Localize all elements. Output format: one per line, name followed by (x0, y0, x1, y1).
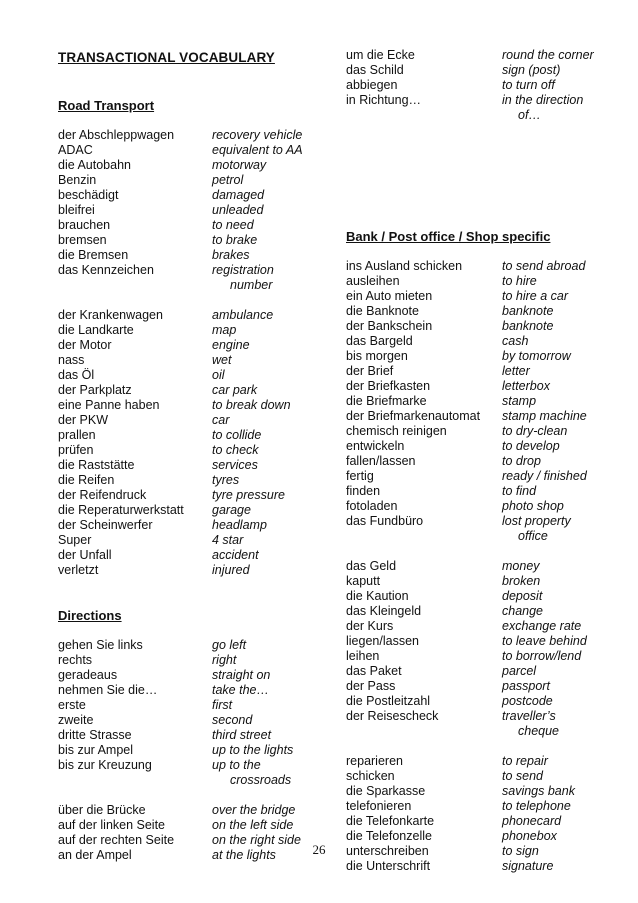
english-translation: right (212, 653, 237, 667)
german-term: über die Brücke (58, 803, 146, 817)
vocab-row (58, 218, 303, 233)
vocab-row (58, 503, 303, 518)
english-translation: recovery vehicle (212, 128, 303, 142)
vocab-row (58, 518, 303, 533)
vocab-row (58, 653, 301, 668)
english-translation: to develop (502, 439, 560, 453)
german-term: prüfen (58, 443, 94, 457)
english-translation: photo shop (502, 499, 564, 513)
vocab-row (58, 263, 303, 278)
german-term: die Autobahn (58, 158, 131, 172)
vocab-row (58, 413, 303, 428)
vocab-row (58, 548, 303, 563)
english-translation: stamp (502, 394, 537, 408)
german-term: der Pass (346, 679, 396, 693)
german-term: in Richtung… (346, 93, 422, 107)
german-term: eine Panne haben (58, 398, 160, 412)
german-term: der Scheinwerfer (58, 518, 153, 532)
german-term: das Paket (346, 664, 402, 678)
german-term: der Brief (346, 364, 394, 378)
english-translation: ambulance (212, 308, 274, 322)
vocab-row (58, 353, 303, 368)
english-translation: cash (502, 334, 529, 348)
german-term: bis zur Kreuzung (58, 758, 152, 772)
english-translation: round the corner (502, 48, 594, 62)
english-translation: unleaded (212, 203, 264, 217)
english-translation: broken (502, 574, 541, 588)
vocab-row (58, 308, 303, 323)
vocab-row (346, 394, 587, 409)
english-translation: petrol (212, 173, 244, 187)
directions-list (58, 638, 301, 863)
german-term: telefonieren (346, 799, 412, 813)
english-translation: money (502, 559, 540, 573)
vocab-row (346, 799, 587, 814)
english-translation: injured (212, 563, 250, 577)
german-term: der Reifendruck (58, 488, 147, 502)
german-term: kaputt (346, 574, 381, 588)
english-translation: over the bridge (212, 803, 296, 817)
vocab-row (346, 334, 587, 349)
german-term: chemisch reinigen (346, 424, 447, 438)
english-translation: to brake (212, 233, 258, 247)
german-term: die Raststätte (58, 458, 135, 472)
vocab-row (58, 563, 303, 578)
bank-post-shop-heading: Bank / Post office / Shop specific (346, 229, 551, 244)
german-term: der Parkplatz (58, 383, 132, 397)
german-term: der PKW (58, 413, 109, 427)
directions-section (58, 608, 301, 863)
vocab-row (58, 323, 303, 338)
english-translation: change (502, 604, 544, 618)
vocab-row (58, 158, 303, 173)
english-translation: take the… (212, 683, 269, 697)
english-translation-continued: cheque (518, 724, 560, 738)
vocab-row (346, 754, 587, 769)
german-term: auf der rechten Seite (58, 833, 175, 847)
german-term: an der Ampel (58, 848, 132, 862)
german-term: der Unfall (58, 548, 112, 562)
vocab-row (346, 409, 587, 424)
german-term: Super (58, 533, 92, 547)
english-translation: ready / finished (502, 469, 587, 483)
german-term: liegen/lassen (346, 634, 419, 648)
english-translation: at the lights (212, 848, 276, 862)
vocab-row (346, 604, 587, 619)
english-translation: to collide (212, 428, 262, 442)
vocab-row (346, 289, 587, 304)
vocab-row (346, 769, 587, 784)
english-translation: banknote (502, 319, 554, 333)
english-translation: first (212, 698, 233, 712)
english-translation: to borrow/lend (502, 649, 582, 663)
german-term: die Reperaturwerkstatt (58, 503, 184, 517)
german-term: bis morgen (346, 349, 408, 363)
german-term: beschädigt (58, 188, 119, 202)
english-translation: postcode (502, 694, 553, 708)
english-translation: to drop (502, 454, 541, 468)
vocab-row (58, 668, 301, 683)
german-term: unterschreiben (346, 844, 429, 858)
german-term: auf der linken Seite (58, 818, 166, 832)
english-translation: to need (212, 218, 254, 232)
german-term: die Telefonzelle (346, 829, 432, 843)
vocab-row (346, 274, 587, 289)
page-title: TRANSACTIONAL VOCABULARY (58, 50, 275, 65)
vocab-row (58, 473, 303, 488)
vocab-row (346, 93, 594, 108)
german-term: fertig (346, 469, 374, 483)
vocab-row (346, 814, 587, 829)
vocab-row (346, 859, 587, 874)
german-term: die Banknote (346, 304, 419, 318)
english-translation: to dry-clean (502, 424, 568, 438)
english-translation: sign (post) (502, 63, 561, 77)
english-translation: phonebox (502, 829, 557, 843)
english-translation-continued: crossroads (230, 773, 292, 787)
road-transport-heading: Road Transport (58, 98, 155, 113)
english-translation: passport (502, 679, 550, 693)
german-term: der Reisescheck (346, 709, 439, 723)
vocab-row (346, 559, 587, 574)
english-translation: exchange rate (502, 619, 582, 633)
english-translation: to break down (212, 398, 291, 412)
german-term: ins Ausland schicken (346, 259, 463, 273)
german-term: fotoladen (346, 499, 398, 513)
english-translation: brakes (212, 248, 250, 262)
vocab-row (58, 638, 301, 653)
vocab-row (346, 364, 587, 379)
directions-heading: Directions (58, 608, 122, 623)
vocab-row (346, 424, 587, 439)
vocab-row (346, 619, 587, 634)
english-translation: straight on (212, 668, 271, 682)
vocab-row (58, 188, 303, 203)
vocab-row (58, 758, 301, 773)
vocab-row (346, 664, 587, 679)
english-translation: 4 star (212, 533, 244, 547)
english-translation: go left (212, 638, 247, 652)
english-translation: equivalent to AA (212, 143, 303, 157)
german-term: schicken (346, 769, 395, 783)
english-translation: map (212, 323, 237, 337)
english-translation: to hire a car (502, 289, 569, 303)
english-translation: savings bank (502, 784, 575, 798)
vocab-row (346, 63, 594, 78)
vocab-row (58, 338, 303, 353)
german-term: Benzin (58, 173, 97, 187)
german-term: die Kaution (346, 589, 409, 603)
german-term: prallen (58, 428, 96, 442)
english-translation: to send abroad (502, 259, 586, 273)
german-term: ausleihen (346, 274, 400, 288)
german-term: erste (58, 698, 86, 712)
english-translation: tyres (212, 473, 240, 487)
german-term: das Kennzeichen (58, 263, 154, 277)
vocab-row (58, 803, 301, 818)
german-term: nass (58, 353, 85, 367)
german-term: verletzt (58, 563, 99, 577)
german-term: ein Auto mieten (346, 289, 433, 303)
german-term: das Öl (58, 368, 95, 382)
german-term: das Fundbüro (346, 514, 424, 528)
english-translation: headlamp (212, 518, 267, 532)
english-translation: stamp machine (502, 409, 587, 423)
german-term: die Landkarte (58, 323, 134, 337)
german-term: gehen Sie links (58, 638, 143, 652)
vocab-row (58, 173, 303, 188)
german-term: der Bankschein (346, 319, 433, 333)
german-term: zweite (58, 713, 94, 727)
vocab-row (346, 634, 587, 649)
german-term: leihen (346, 649, 380, 663)
german-term: die Sparkasse (346, 784, 426, 798)
german-term: der Briefkasten (346, 379, 431, 393)
english-translation: tyre pressure (212, 488, 285, 502)
vocab-row (346, 349, 587, 364)
english-translation: banknote (502, 304, 554, 318)
vocab-row (346, 499, 587, 514)
vocab-row (58, 203, 303, 218)
english-translation: to sign (502, 844, 539, 858)
english-translation: damaged (212, 188, 265, 202)
vocab-row (346, 48, 594, 63)
vocab-row (58, 683, 301, 698)
vocab-row (58, 818, 301, 833)
road-transport-section (58, 98, 303, 578)
vocab-row (346, 709, 587, 724)
english-translation: to check (212, 443, 259, 457)
english-translation: lost property (502, 514, 571, 528)
english-translation: to turn off (502, 78, 555, 92)
german-term: fallen/lassen (346, 454, 416, 468)
vocab-row (346, 574, 587, 589)
vocab-row (58, 398, 303, 413)
german-term: die Telefonkarte (346, 814, 435, 828)
german-term: das Geld (346, 559, 397, 573)
vocab-row (58, 128, 303, 143)
german-term: bremsen (58, 233, 107, 247)
english-translation: registration (212, 263, 274, 277)
german-term: abbiegen (346, 78, 398, 92)
english-translation: to telephone (502, 799, 571, 813)
german-term: brauchen (58, 218, 111, 232)
vocab-row (58, 383, 303, 398)
english-translation: wet (212, 353, 232, 367)
road-transport-list (58, 128, 303, 578)
vocab-row (346, 454, 587, 469)
german-term: ADAC (58, 143, 93, 157)
english-translation-continued: office (518, 529, 548, 543)
english-translation: up to the (212, 758, 261, 772)
german-term: die Postleitzahl (346, 694, 431, 708)
german-term: die Briefmarke (346, 394, 427, 408)
vocab-row (346, 649, 587, 664)
german-term: der Motor (58, 338, 112, 352)
german-term: der Briefmarkenautomat (346, 409, 481, 423)
english-translation: phonecard (502, 814, 562, 828)
directions-continued-section (346, 48, 594, 123)
german-term: finden (346, 484, 381, 498)
bank-post-shop-list (346, 259, 587, 874)
german-term: die Unterschrift (346, 859, 431, 873)
english-translation: third street (212, 728, 272, 742)
english-translation: up to the lights (212, 743, 294, 757)
vocab-row (58, 713, 301, 728)
vocab-row (58, 443, 303, 458)
german-term: rechts (58, 653, 93, 667)
vocab-row (58, 698, 301, 713)
english-translation: garage (212, 503, 251, 517)
german-term: die Bremsen (58, 248, 129, 262)
english-translation-continued: of… (518, 108, 541, 122)
vocab-row (58, 143, 303, 158)
vocab-row (346, 679, 587, 694)
german-term: um die Ecke (346, 48, 415, 62)
vocab-row (346, 784, 587, 799)
german-term: dritte Strasse (58, 728, 132, 742)
page-number: 26 (312, 842, 326, 857)
english-translation: to find (502, 484, 537, 498)
english-translation: to leave behind (502, 634, 587, 648)
german-term: der Abschleppwagen (58, 128, 175, 142)
vocab-row (346, 78, 594, 93)
english-translation: letter (502, 364, 530, 378)
english-translation: to hire (502, 274, 537, 288)
german-term: der Krankenwagen (58, 308, 163, 322)
german-term: nehmen Sie die… (58, 683, 158, 697)
vocab-row (58, 488, 303, 503)
english-translation: letterbox (502, 379, 550, 393)
english-translation: accident (212, 548, 259, 562)
german-term: bleifrei (58, 203, 95, 217)
vocab-row (58, 428, 303, 443)
german-term: geradeaus (58, 668, 118, 682)
english-translation: motorway (212, 158, 267, 172)
english-translation: in the direction (502, 93, 584, 107)
english-translation: on the right side (212, 833, 301, 847)
vocab-row (346, 484, 587, 499)
german-term: das Bargeld (346, 334, 413, 348)
german-term: entwickeln (346, 439, 405, 453)
english-translation: engine (212, 338, 250, 352)
english-translation-continued: number (230, 278, 273, 292)
english-translation: on the left side (212, 818, 294, 832)
vocab-row (58, 233, 303, 248)
english-translation: parcel (502, 664, 537, 678)
english-translation: second (212, 713, 253, 727)
english-translation: car (212, 413, 230, 427)
vocab-row (58, 368, 303, 383)
vocab-row (346, 379, 587, 394)
german-term: reparieren (346, 754, 403, 768)
vocab-row (346, 589, 587, 604)
english-translation: oil (212, 368, 225, 382)
english-translation: to send (502, 769, 544, 783)
english-translation: deposit (502, 589, 543, 603)
english-translation: by tomorrow (502, 349, 571, 363)
german-term: das Schild (346, 63, 404, 77)
english-translation: signature (502, 859, 554, 873)
german-term: der Kurs (346, 619, 394, 633)
vocab-row (346, 259, 587, 274)
vocab-row (346, 514, 587, 529)
vocab-row (58, 458, 303, 473)
vocab-row (58, 533, 303, 548)
vocab-row (58, 248, 303, 263)
german-term: die Reifen (58, 473, 115, 487)
vocab-row (346, 439, 587, 454)
english-translation: traveller’s (502, 709, 556, 723)
vocab-row (346, 694, 587, 709)
vocab-row (346, 469, 587, 484)
bank-post-shop-section (346, 229, 587, 874)
english-translation: to repair (502, 754, 548, 768)
vocab-row (346, 319, 587, 334)
english-translation: services (212, 458, 258, 472)
english-translation: car park (212, 383, 258, 397)
german-term: das Kleingeld (346, 604, 422, 618)
german-term: bis zur Ampel (58, 743, 134, 757)
directions-continued-list (346, 48, 594, 123)
vocab-row (58, 743, 301, 758)
vocab-row (58, 728, 301, 743)
vocab-row (346, 304, 587, 319)
